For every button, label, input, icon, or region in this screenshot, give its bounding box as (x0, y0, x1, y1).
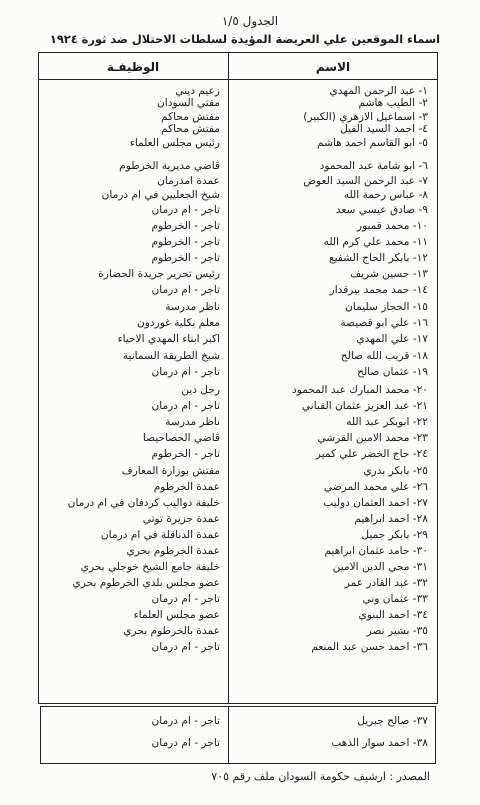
row-name: ١٥- الحجاز سليمان (345, 301, 428, 313)
row-job: زعيم ديني (175, 85, 220, 97)
row-name: ٢٤- حاج الخضر علي كمير (315, 448, 428, 460)
row-name: ١٢- بابكر الحاج الشفيع (328, 252, 428, 264)
row-name: ٢٧- احمد العثمان دوليب (323, 497, 428, 509)
row-name: ١٣- حسين شريف (350, 268, 428, 280)
row-name: ٢- الطيب هاشم (358, 97, 428, 109)
row-name: ٣٤- احمد البنوي (358, 609, 428, 621)
row-job: خليفة جامع الشيخ خوجلي بحري (80, 561, 220, 573)
row-job: تاجر - ام درمان (151, 204, 220, 216)
row-name: ٢١- عبد العزيز عثمان القباني (301, 400, 428, 412)
row-name: ٣٢- عبد القادر عمر (344, 577, 428, 589)
row-job: قاضي مديرية الخرطوم (119, 160, 220, 172)
row-job: عمدة الدناقلة في ام درمان (100, 529, 220, 541)
row-job: تاجر - ام درمان (151, 641, 220, 653)
row-job: تاجر - ام درمان (151, 400, 220, 412)
row-name: ١٦- علي ابو قصيصة (340, 317, 428, 329)
row-name: ١٧- علي المهدي (356, 333, 428, 345)
row-job: رئيس مجلس العلماء (129, 137, 220, 149)
row-name: ٢٠- محمد المبارك عبد المحمود (292, 384, 428, 396)
row-job: تاجر - ام درمان (151, 593, 220, 605)
row-job: عمدة الخرطوم (153, 481, 220, 493)
row-job: اكبر ابناء المهدي الاحياء (117, 333, 220, 345)
row-name: ٢٦- علي محمد المرضي (323, 481, 428, 493)
row-name: ٣- اسماعيل الازهري (الكبير) (303, 111, 428, 123)
row-name: ١٨- قريب الله صالح (340, 350, 428, 362)
row-name: ٣١- محي الدين الامين (332, 561, 428, 573)
row-name: ٢٩- بابكر جميل (361, 529, 428, 541)
row-job: مفتش محاكم (161, 123, 220, 135)
row-job: رئيس تحرير جريدة الحضارة (98, 268, 220, 280)
row-name: ٥- ابو القاسم احمد هاشم (317, 137, 428, 149)
row-job: عمدة بالخرطوم بحري (123, 625, 220, 637)
continuation-column-divider (228, 707, 229, 763)
row-name: ٣٧- صالح جبريل (357, 715, 428, 727)
row-name: ٣٣- عثمان وني (362, 593, 428, 605)
row-name: ١٠- محمد قمبور (356, 220, 428, 232)
row-name: ٣٨- احمد سوار الذهب (331, 737, 428, 749)
row-job: شيخ الطريقة السمانية (122, 350, 220, 362)
table-continuation-frame (40, 706, 436, 764)
row-job: تاجر - ام درمان (151, 366, 220, 378)
row-job: تاجر - ام درمان (151, 715, 220, 727)
name-column-header: الاسم (315, 60, 351, 74)
row-job: مفتش محاكم (161, 111, 220, 123)
row-job: خليفة دواليب كردفان في ام درمان (67, 497, 220, 509)
row-job: معلم بكلية غوردون (136, 317, 220, 329)
row-job: عمدة جزيرة توتي (142, 513, 220, 525)
row-job: قاضي الحصاحيصا (142, 432, 220, 444)
row-name: ٢٥- بابكر بدري (363, 465, 428, 477)
row-name: ٢٨- احمد ابراهيم (354, 513, 428, 525)
column-divider (228, 53, 229, 703)
row-name: ٢٣- محمد الامين القرشي (317, 432, 428, 444)
row-job: عمدة امدرمان (157, 175, 220, 187)
row-job: تاجر - الخرطوم (151, 236, 220, 248)
row-job: شيخ الجعليين في ام درمان (101, 189, 220, 201)
row-job: ناظر مدرسة (165, 416, 220, 428)
row-job: تاجر - الخرطوم (151, 220, 220, 232)
row-name: ١٩- عثمان صالح (357, 366, 428, 378)
row-name: ٣٠- حامد عثمان ابراهيم (324, 545, 428, 557)
row-name: ٢٢- ابوبكر عبد الله (346, 416, 428, 428)
row-job: ناظر مدرسة (165, 301, 220, 313)
row-job: تاجر - ام درمان (151, 284, 220, 296)
row-name: ٣٦- احمد حسن عبد المنعم (311, 641, 428, 653)
row-name: ١٤- حمد محمد بيرقدار (329, 284, 428, 296)
row-name: ١١- محمد علي كرم الله (323, 236, 428, 248)
row-name: ٩- صادق عيسي سعد (335, 204, 428, 216)
row-job: مفتي السودان (157, 97, 220, 109)
row-job: عضو مجلس العلماء (133, 609, 220, 621)
row-name: ٨- عباس رحمة الله (343, 189, 428, 201)
row-job: رجل دين (181, 384, 220, 396)
source-note: المصدر : ارشيف حكومة السودان ملف رقم ٧٠٥ (211, 770, 430, 783)
row-name: ٣٥- بشير نصر (366, 625, 428, 637)
row-name: ٧- عبد الرحمن السيد العوض (303, 175, 428, 187)
job-column-header: الوظيفـة (106, 60, 160, 74)
row-job: مفتش بوزارة المعارف (121, 465, 220, 477)
row-job: عمدة الخرطوم بحري (126, 545, 220, 557)
row-name: ٤- احمد السيد الفيل (340, 123, 428, 135)
row-job: عضو مجلس بلدي الخرطوم بحري (72, 577, 220, 589)
row-name: ٦- ابو شامة عبد المحمود (319, 160, 428, 172)
header-divider (39, 79, 437, 80)
row-job: تاجر - ام درمان (151, 737, 220, 749)
table-title: اسماء الموقعين علي العريضة المؤيدة لسلطات الاحتلال ضد ثورة ١٩٢٤ (49, 32, 440, 46)
row-job: تاجر - الخرطوم (151, 252, 220, 264)
row-name: ١- عبد الرحمن المهدي (329, 85, 428, 97)
row-job: تاجر - الخرطوم (151, 448, 220, 460)
table-number: الجدول ١/٥ (221, 14, 279, 28)
